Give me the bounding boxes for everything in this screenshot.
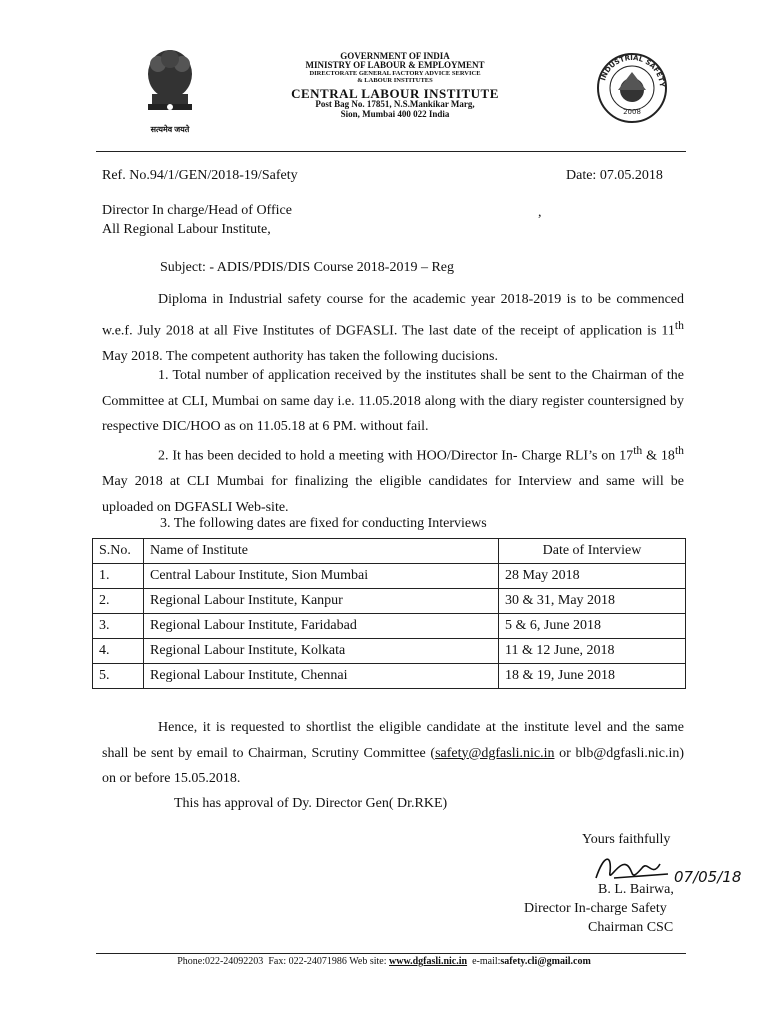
row-date: 28 May 2018	[499, 564, 686, 589]
directorate-line: DIRECTORATE GENERAL FACTORY ADVICE SERVICE	[309, 69, 481, 77]
paragraph-point-1	[102, 363, 684, 440]
footer-web-label: Web site:	[349, 956, 387, 967]
row-sno: 5.	[93, 664, 144, 689]
table-row	[93, 589, 686, 614]
interview-schedule-table	[92, 538, 686, 689]
header-sno: S.No.	[93, 539, 144, 564]
row-date: 18 & 19, June 2018	[499, 664, 686, 689]
footer-email-link[interactable]: safety.cli@gmail.com	[500, 956, 591, 967]
city-address: Sion, Mumbai 400 022 India	[340, 108, 450, 119]
addressee-line-2: All Regional Labour Institute,	[102, 222, 271, 237]
postal-address: Post Bag No. 17851, N.S.Mankikar Marg,	[315, 99, 475, 110]
para3-text-c: May 2018 at CLI Mumbai for finalizing the eligible candidates for Interview and same will be uploaded on DGFASLI Web-site.	[102, 474, 684, 515]
signature-date: 07/05/18	[674, 868, 742, 886]
header-divider	[96, 151, 686, 152]
government-line: GOVERNMENT OF INDIA	[340, 51, 450, 61]
institute-name: CENTRAL LABOUR INSTITUTE	[291, 85, 499, 101]
para3-text-b: & 18	[642, 448, 675, 464]
para5-text-b: or blb@dgfasli.nic.in) on or before 15.05.2018.	[102, 745, 685, 786]
ministry-line: MINISTRY OF LABOUR & EMPLOYMENT	[305, 60, 485, 71]
seal-year: 2008	[623, 108, 641, 116]
para1-text-b: May 2018. The competent authority has taken the following ducisions.	[102, 348, 498, 364]
labour-institutes-line: & LABOUR INSTITUTES	[357, 76, 433, 84]
signatory-designation-2: Chairman CSC	[588, 920, 674, 935]
closing-salutation: Yours faithfully	[582, 832, 671, 847]
addressee-line-1: Director In charge/Head of Office	[102, 203, 292, 218]
subject-line: Subject: - ADIS/PDIS/DIS Course 2018-2019 – Reg	[160, 260, 454, 275]
safety-health-seal-icon	[594, 50, 670, 134]
header-institute: Name of Institute	[144, 539, 499, 564]
para3-text-a: 2. It has been decided to hold a meeting with HOO/Director In- Charge RLI’s on 17	[158, 448, 634, 464]
footer-divider	[96, 953, 686, 954]
footer-phone: Phone:022-24092203	[177, 956, 264, 967]
header-date: Date of Interview	[499, 539, 686, 564]
paragraph-point-2	[102, 438, 684, 520]
footer-email-label: e-mail:	[472, 956, 501, 967]
para2-text: 1. Total number of application received by the institutes shall be sent to the Chairman of the Committee at CLI, Mumbai on same day i.e. 11.05.2018 along with the diary register countersigned by respective DIC/HOO as on 11.05.18 at 6 PM. without fail.	[102, 368, 684, 434]
para5-text-a: Hence, it is requested to shortlist the eligible candidate at the institute level and the same shall be sent by email to Chairman, Scrutiny Committee (	[102, 720, 684, 761]
table-row	[93, 639, 686, 664]
national-emblem-icon	[138, 44, 202, 136]
footer-contact	[0, 956, 768, 967]
paragraph-request	[102, 715, 684, 792]
row-sno: 3.	[93, 614, 144, 639]
table-row	[93, 614, 686, 639]
signatory-name: B. L. Bairwa,	[598, 882, 674, 897]
row-date: 11 & 12 June, 2018	[499, 639, 686, 664]
paragraph-intro	[102, 287, 684, 369]
footer-website-link[interactable]: www.dgfasli.nic.in	[389, 956, 468, 967]
row-institute: Central Labour Institute, Sion Mumbai	[144, 564, 499, 589]
row-sno: 4.	[93, 639, 144, 664]
stray-mark: ,	[538, 205, 542, 220]
row-date: 30 & 31, May 2018	[499, 589, 686, 614]
row-sno: 2.	[93, 589, 144, 614]
footer-fax: Fax: 022-24071986	[268, 956, 347, 967]
reference-number: Ref. No.94/1/GEN/2018-19/Safety	[102, 168, 298, 183]
row-date: 5 & 6, June 2018	[499, 614, 686, 639]
signatory-designation-1: Director In-charge Safety	[524, 901, 667, 916]
paragraph-point-3: 3. The following dates are fixed for conducting Interviews	[160, 516, 487, 531]
para3-sup-1: th	[633, 444, 643, 457]
table-row	[93, 664, 686, 689]
row-institute: Regional Labour Institute, Kanpur	[144, 589, 499, 614]
letterhead-title-block	[250, 52, 540, 119]
row-institute: Regional Labour Institute, Chennai	[144, 664, 499, 689]
para1-sup: th	[674, 318, 684, 332]
approval-line: This has approval of Dy. Director Gen( Dr.RKE)	[174, 796, 448, 811]
para1-text-a: Diploma in Industrial safety course for the academic year 2018-2019 is to be commenced w.e.f. July 2018 at all Five Institutes of DGFASLI. The last date of the receipt of application is 11	[102, 292, 684, 339]
para3-sup-2: th	[674, 444, 685, 457]
row-institute: Regional Labour Institute, Kolkata	[144, 639, 499, 664]
table-row	[93, 564, 686, 589]
row-sno: 1.	[93, 564, 144, 589]
seal-text: INDUSTRIAL SAFETY	[599, 53, 667, 88]
scrutiny-email-link[interactable]: safety@dgfasli.nic.in	[435, 745, 555, 761]
letter-date: Date: 07.05.2018	[566, 168, 663, 183]
table-header-row	[93, 539, 686, 564]
emblem-caption: सत्यमेव जयते	[150, 125, 190, 134]
row-institute: Regional Labour Institute, Faridabad	[144, 614, 499, 639]
